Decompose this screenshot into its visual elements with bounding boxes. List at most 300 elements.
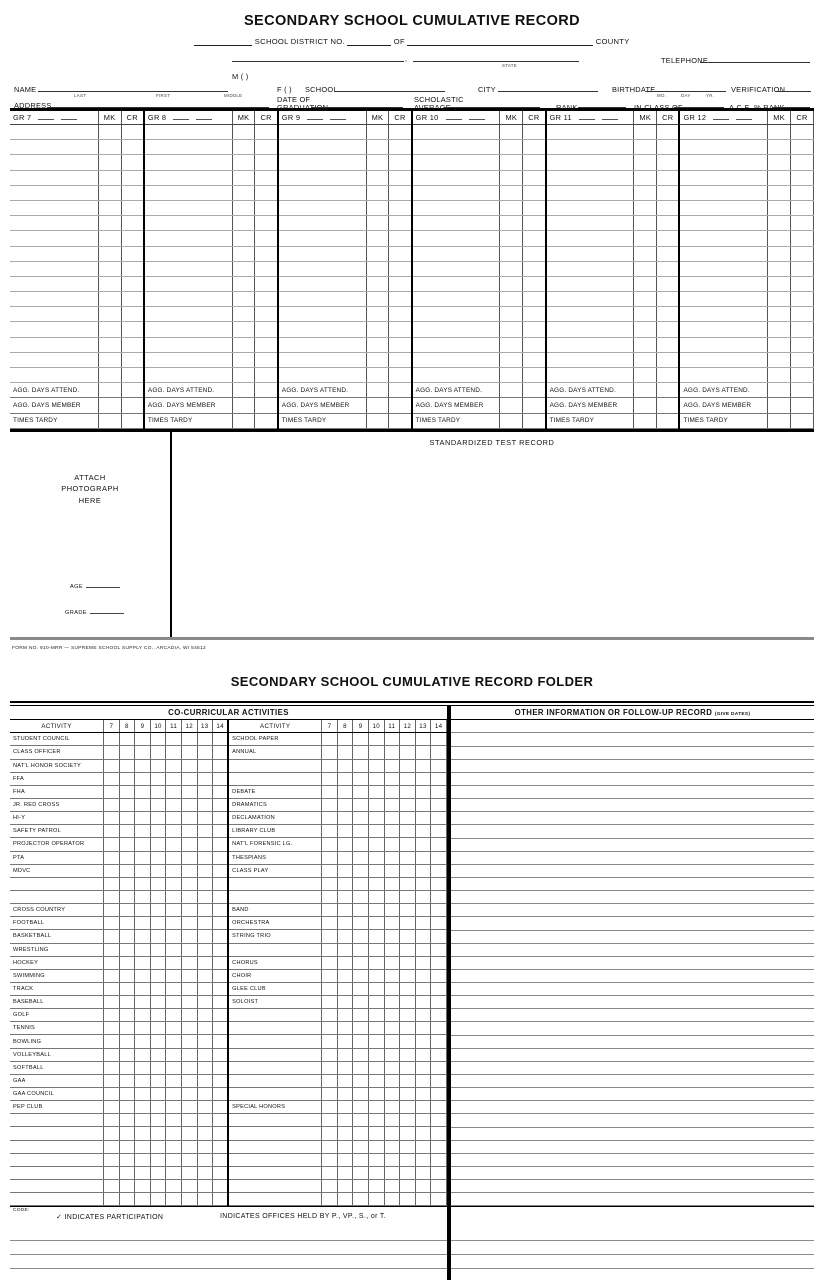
activity-year-cell[interactable] — [322, 917, 338, 930]
activity-year-cell[interactable] — [150, 733, 166, 746]
activity-year-cell[interactable] — [197, 759, 213, 772]
grade-cell-subject[interactable] — [278, 231, 366, 246]
grade-cell-cr[interactable] — [657, 200, 680, 215]
grade-cell-cr[interactable] — [791, 261, 814, 276]
other-info-cell[interactable] — [451, 1022, 814, 1035]
grade-cell-subject[interactable] — [10, 200, 98, 215]
activity-year-cell[interactable] — [400, 812, 416, 825]
activity-year-cell[interactable] — [104, 1088, 120, 1101]
activity-year-cell[interactable] — [368, 1193, 384, 1206]
grade-cell-subject[interactable] — [278, 261, 366, 276]
grade-cell-cr[interactable] — [657, 337, 680, 352]
activity-year-cell[interactable] — [384, 1166, 400, 1179]
grade-cell-mk[interactable] — [232, 140, 255, 155]
activity-year-cell[interactable] — [337, 1088, 353, 1101]
activity-year-cell[interactable] — [197, 1009, 213, 1022]
activity-year-cell[interactable] — [415, 1193, 431, 1206]
sex-female-option[interactable]: F ( ) — [277, 85, 292, 94]
activity-year-cell[interactable] — [166, 917, 182, 930]
activity-year-cell[interactable] — [213, 759, 229, 772]
activity-year-cell[interactable] — [353, 1114, 369, 1127]
activity-year-cell[interactable] — [181, 746, 197, 759]
grade-year-blanks[interactable] — [439, 113, 485, 122]
other-info-cell[interactable] — [451, 1140, 814, 1153]
activity-year-cell[interactable] — [322, 864, 338, 877]
activity-year-cell[interactable] — [337, 1035, 353, 1048]
activity-year-cell[interactable] — [150, 982, 166, 995]
activity-year-cell[interactable] — [150, 1101, 166, 1114]
activity-year-cell[interactable] — [135, 772, 151, 785]
grade-cell-mk[interactable] — [500, 368, 523, 383]
activity-year-cell[interactable] — [337, 1009, 353, 1022]
activity-year-cell[interactable] — [337, 759, 353, 772]
grade-cell-mk[interactable] — [232, 185, 255, 200]
activity-year-cell[interactable] — [400, 733, 416, 746]
grade-cell-subject[interactable] — [412, 140, 500, 155]
grade-cell-mk[interactable] — [500, 276, 523, 291]
summary-value-cell-1[interactable] — [634, 383, 657, 398]
activity-year-cell[interactable] — [119, 1140, 135, 1153]
grade-cell-cr[interactable] — [121, 352, 144, 367]
activity-row[interactable] — [10, 733, 447, 746]
grade-cell-cr[interactable] — [523, 307, 546, 322]
grade-cell-mk[interactable] — [500, 140, 523, 155]
activity-year-cell[interactable] — [368, 982, 384, 995]
other-info-row[interactable] — [451, 1114, 814, 1127]
grade-cell-mk[interactable] — [500, 170, 523, 185]
grade-cell-subject[interactable] — [10, 337, 98, 352]
activity-row[interactable] — [10, 864, 447, 877]
activity-year-cell[interactable] — [197, 917, 213, 930]
activity-year-cell[interactable] — [213, 1114, 229, 1127]
other-info-cell[interactable] — [451, 891, 814, 904]
activity-year-cell[interactable] — [197, 825, 213, 838]
activity-year-cell[interactable] — [368, 1009, 384, 1022]
grade-entry-row[interactable] — [10, 185, 814, 200]
grade-cell-cr[interactable] — [255, 307, 278, 322]
activity-year-cell[interactable] — [353, 798, 369, 811]
activity-year-cell[interactable] — [197, 772, 213, 785]
activity-year-cell[interactable] — [119, 1166, 135, 1179]
other-info-row[interactable] — [451, 1167, 814, 1180]
grade-entry-row[interactable] — [10, 200, 814, 215]
grade-cell-subject[interactable] — [679, 140, 767, 155]
summary-value-cell-1[interactable] — [232, 413, 255, 428]
activity-year-cell[interactable] — [368, 851, 384, 864]
activity-year-cell[interactable] — [431, 1061, 447, 1074]
activity-year-cell[interactable] — [213, 1048, 229, 1061]
grade-cell-cr[interactable] — [791, 246, 814, 261]
activity-year-cell[interactable] — [353, 1061, 369, 1074]
grade-cell-mk[interactable] — [98, 200, 121, 215]
activity-year-cell[interactable] — [415, 917, 431, 930]
activity-year-cell[interactable] — [415, 798, 431, 811]
other-info-row[interactable] — [451, 877, 814, 890]
grade-cell-subject[interactable] — [412, 200, 500, 215]
grade-cell-mk[interactable] — [500, 337, 523, 352]
summary-value-cell-2[interactable] — [389, 383, 412, 398]
activity-year-cell[interactable] — [431, 1140, 447, 1153]
telephone-field[interactable] — [700, 62, 810, 63]
activity-year-cell[interactable] — [150, 1180, 166, 1193]
activity-year-cell[interactable] — [415, 1140, 431, 1153]
activity-year-cell[interactable] — [213, 877, 229, 890]
activity-year-cell[interactable] — [415, 825, 431, 838]
activity-year-cell[interactable] — [368, 1101, 384, 1114]
activity-year-cell[interactable] — [368, 1180, 384, 1193]
grade-cell-cr[interactable] — [389, 276, 412, 291]
activity-year-cell[interactable] — [322, 772, 338, 785]
grade-entry-row[interactable] — [10, 170, 814, 185]
activity-year-cell[interactable] — [337, 838, 353, 851]
activity-year-cell[interactable] — [400, 1074, 416, 1087]
activity-row[interactable] — [10, 1153, 447, 1166]
activity-year-cell[interactable] — [166, 969, 182, 982]
grade-cell-cr[interactable] — [791, 368, 814, 383]
activity-year-cell[interactable] — [181, 1193, 197, 1206]
tail-row[interactable] — [10, 1255, 447, 1269]
activity-year-cell[interactable] — [384, 1061, 400, 1074]
grade-cell-cr[interactable] — [523, 185, 546, 200]
activity-year-cell[interactable] — [353, 759, 369, 772]
activity-year-cell[interactable] — [431, 1127, 447, 1140]
activity-year-cell[interactable] — [368, 798, 384, 811]
activity-year-cell[interactable] — [104, 982, 120, 995]
grade-cell-subject[interactable] — [679, 155, 767, 170]
activity-year-cell[interactable] — [104, 1009, 120, 1022]
other-info-cell[interactable] — [451, 996, 814, 1009]
summary-value-cell-2[interactable] — [121, 413, 144, 428]
activity-year-cell[interactable] — [213, 838, 229, 851]
summary-value-cell-2[interactable] — [657, 413, 680, 428]
grade-cell-cr[interactable] — [657, 322, 680, 337]
age-field-row[interactable] — [70, 584, 120, 590]
grade-cell-subject[interactable] — [546, 246, 634, 261]
activity-year-cell[interactable] — [150, 1009, 166, 1022]
activity-year-cell[interactable] — [135, 1074, 151, 1087]
grade-cell-cr[interactable] — [657, 231, 680, 246]
activity-year-cell[interactable] — [213, 956, 229, 969]
grade-cell-mk[interactable] — [366, 155, 389, 170]
activity-year-cell[interactable] — [166, 851, 182, 864]
activity-year-cell[interactable] — [104, 1022, 120, 1035]
other-info-cell[interactable] — [451, 1009, 814, 1022]
grade-cell-cr[interactable] — [255, 155, 278, 170]
activity-year-cell[interactable] — [213, 904, 229, 917]
activity-year-cell[interactable] — [415, 1022, 431, 1035]
grade-cell-mk[interactable] — [366, 170, 389, 185]
activity-year-cell[interactable] — [135, 982, 151, 995]
grade-entry-row[interactable] — [10, 368, 814, 383]
activity-year-cell[interactable] — [104, 825, 120, 838]
grade-cell-mk[interactable] — [232, 292, 255, 307]
grade-cell-cr[interactable] — [791, 352, 814, 367]
grade-cell-subject[interactable] — [144, 231, 232, 246]
grade-cell-cr[interactable] — [791, 337, 814, 352]
other-info-cell[interactable] — [451, 904, 814, 917]
grade-cell-cr[interactable] — [121, 216, 144, 231]
activity-year-cell[interactable] — [431, 943, 447, 956]
activity-year-cell[interactable] — [166, 1009, 182, 1022]
activity-year-cell[interactable] — [353, 825, 369, 838]
activity-row[interactable] — [10, 996, 447, 1009]
activity-year-cell[interactable] — [119, 785, 135, 798]
activity-year-cell[interactable] — [150, 1022, 166, 1035]
activity-year-cell[interactable] — [384, 1153, 400, 1166]
grade-cell-mk[interactable] — [768, 216, 791, 231]
grade-cell-subject[interactable] — [546, 352, 634, 367]
grade-cell-subject[interactable] — [10, 185, 98, 200]
grade-cell-mk[interactable] — [366, 200, 389, 215]
activity-year-cell[interactable] — [400, 1166, 416, 1179]
activity-year-cell[interactable] — [337, 1127, 353, 1140]
activity-year-cell[interactable] — [415, 890, 431, 903]
activity-year-cell[interactable] — [166, 877, 182, 890]
activity-year-cell[interactable] — [384, 1140, 400, 1153]
other-info-cell[interactable] — [451, 812, 814, 825]
city-field[interactable] — [498, 91, 598, 92]
activity-year-cell[interactable] — [353, 877, 369, 890]
activity-year-cell[interactable] — [104, 759, 120, 772]
activity-year-cell[interactable] — [150, 864, 166, 877]
activity-year-cell[interactable] — [135, 1166, 151, 1179]
activity-year-cell[interactable] — [119, 1088, 135, 1101]
activity-year-cell[interactable] — [213, 1180, 229, 1193]
activity-year-cell[interactable] — [353, 733, 369, 746]
grade-cell-subject[interactable] — [546, 125, 634, 140]
grade-cell-cr[interactable] — [389, 307, 412, 322]
activity-row[interactable] — [10, 930, 447, 943]
other-info-cell[interactable] — [451, 983, 814, 996]
activity-year-cell[interactable] — [368, 917, 384, 930]
grade-cell-mk[interactable] — [634, 200, 657, 215]
grade-cell-subject[interactable] — [10, 352, 98, 367]
activity-year-cell[interactable] — [431, 1035, 447, 1048]
activity-year-cell[interactable] — [119, 930, 135, 943]
grade-cell-subject[interactable] — [10, 322, 98, 337]
grade-cell-mk[interactable] — [634, 261, 657, 276]
summary-value-cell-1[interactable] — [232, 383, 255, 398]
activity-year-cell[interactable] — [135, 1180, 151, 1193]
grade-cell-cr[interactable] — [657, 140, 680, 155]
activity-year-cell[interactable] — [104, 1114, 120, 1127]
activity-year-cell[interactable] — [135, 1061, 151, 1074]
summary-value-cell-2[interactable] — [523, 413, 546, 428]
grade-cell-cr[interactable] — [389, 246, 412, 261]
activity-year-cell[interactable] — [337, 1114, 353, 1127]
activity-year-cell[interactable] — [431, 1153, 447, 1166]
grade-cell-cr[interactable] — [791, 231, 814, 246]
activity-year-cell[interactable] — [135, 1140, 151, 1153]
grade-cell-mk[interactable] — [768, 292, 791, 307]
activity-year-cell[interactable] — [197, 1088, 213, 1101]
other-info-cell[interactable] — [451, 864, 814, 877]
activity-year-cell[interactable] — [368, 1022, 384, 1035]
activity-year-cell[interactable] — [119, 969, 135, 982]
activity-year-cell[interactable] — [181, 1035, 197, 1048]
activity-year-cell[interactable] — [400, 982, 416, 995]
other-info-row[interactable] — [451, 1193, 814, 1206]
grade-cell-mk[interactable] — [500, 216, 523, 231]
activity-year-cell[interactable] — [322, 943, 338, 956]
grade-cell-cr[interactable] — [255, 292, 278, 307]
activity-year-cell[interactable] — [400, 772, 416, 785]
grade-cell-subject[interactable] — [412, 231, 500, 246]
activity-year-cell[interactable] — [104, 812, 120, 825]
grade-cell-mk[interactable] — [634, 352, 657, 367]
activity-year-cell[interactable] — [337, 825, 353, 838]
activity-year-cell[interactable] — [119, 812, 135, 825]
activity-year-cell[interactable] — [104, 1140, 120, 1153]
grade-entry-row[interactable] — [10, 337, 814, 352]
summary-value-cell-2[interactable] — [255, 413, 278, 428]
grade-cell-cr[interactable] — [657, 185, 680, 200]
activity-year-cell[interactable] — [166, 930, 182, 943]
activity-year-cell[interactable] — [135, 864, 151, 877]
activity-year-cell[interactable] — [213, 1022, 229, 1035]
activity-year-cell[interactable] — [119, 825, 135, 838]
summary-value-cell-2[interactable] — [791, 413, 814, 428]
other-info-cell[interactable] — [451, 956, 814, 969]
activity-year-cell[interactable] — [181, 1048, 197, 1061]
grade-cell-mk[interactable] — [232, 352, 255, 367]
grade-cell-cr[interactable] — [523, 125, 546, 140]
grade-cell-cr[interactable] — [121, 170, 144, 185]
summary-value-cell-2[interactable] — [121, 383, 144, 398]
activity-year-cell[interactable] — [213, 1035, 229, 1048]
grade-cell-cr[interactable] — [389, 185, 412, 200]
activity-year-cell[interactable] — [431, 864, 447, 877]
activity-year-cell[interactable] — [353, 890, 369, 903]
grade-cell-cr[interactable] — [657, 292, 680, 307]
activity-year-cell[interactable] — [197, 1101, 213, 1114]
activity-year-cell[interactable] — [104, 1180, 120, 1193]
activity-year-cell[interactable] — [322, 759, 338, 772]
other-info-cell[interactable] — [451, 969, 814, 982]
activity-year-cell[interactable] — [119, 877, 135, 890]
activity-year-cell[interactable] — [181, 1074, 197, 1087]
summary-value-cell-2[interactable] — [523, 383, 546, 398]
grade-cell-cr[interactable] — [121, 292, 144, 307]
activity-year-cell[interactable] — [166, 1088, 182, 1101]
grade-cell-subject[interactable] — [546, 276, 634, 291]
grade-cell-cr[interactable] — [389, 352, 412, 367]
summary-value-cell-2[interactable] — [255, 383, 278, 398]
grade-cell-mk[interactable] — [768, 200, 791, 215]
activity-year-cell[interactable] — [353, 996, 369, 1009]
activity-year-cell[interactable] — [431, 772, 447, 785]
activity-row[interactable] — [10, 956, 447, 969]
activity-year-cell[interactable] — [104, 733, 120, 746]
other-info-row[interactable] — [451, 851, 814, 864]
state-rule[interactable] — [413, 61, 579, 62]
grade-cell-mk[interactable] — [634, 170, 657, 185]
summary-value-cell-1[interactable] — [500, 398, 523, 413]
summary-value-cell-2[interactable] — [389, 398, 412, 413]
activity-year-cell[interactable] — [431, 996, 447, 1009]
grade-cell-cr[interactable] — [657, 352, 680, 367]
grade-cell-subject[interactable] — [144, 216, 232, 231]
activity-year-cell[interactable] — [135, 890, 151, 903]
activity-year-cell[interactable] — [135, 759, 151, 772]
activity-row[interactable] — [10, 772, 447, 785]
grade-entry-row[interactable] — [10, 231, 814, 246]
activity-year-cell[interactable] — [104, 943, 120, 956]
city-state-rule-left[interactable] — [232, 61, 404, 62]
grade-cell-cr[interactable] — [121, 368, 144, 383]
grade-cell-subject[interactable] — [278, 307, 366, 322]
activity-year-cell[interactable] — [431, 1166, 447, 1179]
grade-cell-cr[interactable] — [389, 155, 412, 170]
activity-year-cell[interactable] — [431, 798, 447, 811]
grade-cell-mk[interactable] — [232, 155, 255, 170]
grade-cell-mk[interactable] — [98, 155, 121, 170]
grade-cell-subject[interactable] — [144, 276, 232, 291]
summary-value-cell-2[interactable] — [791, 383, 814, 398]
grade-cell-cr[interactable] — [389, 140, 412, 155]
activity-year-cell[interactable] — [213, 1088, 229, 1101]
grade-cell-mk[interactable] — [768, 261, 791, 276]
grade-cell-cr[interactable] — [523, 155, 546, 170]
grade-cell-mk[interactable] — [634, 276, 657, 291]
activity-year-cell[interactable] — [415, 1061, 431, 1074]
activity-year-cell[interactable] — [384, 1009, 400, 1022]
activity-year-cell[interactable] — [353, 1101, 369, 1114]
activity-year-cell[interactable] — [181, 1153, 197, 1166]
grade-cell-mk[interactable] — [232, 337, 255, 352]
activity-year-cell[interactable] — [135, 785, 151, 798]
activity-year-cell[interactable] — [150, 1114, 166, 1127]
grade-cell-cr[interactable] — [523, 140, 546, 155]
grade-cell-mk[interactable] — [98, 185, 121, 200]
grade-cell-mk[interactable] — [98, 125, 121, 140]
activity-year-cell[interactable] — [431, 812, 447, 825]
other-info-row[interactable] — [451, 996, 814, 1009]
other-info-row[interactable] — [451, 983, 814, 996]
address-field[interactable] — [47, 107, 269, 108]
grade-cell-cr[interactable] — [523, 352, 546, 367]
grade-cell-subject[interactable] — [546, 322, 634, 337]
grade-cell-cr[interactable] — [255, 337, 278, 352]
activity-year-cell[interactable] — [368, 1035, 384, 1048]
activity-year-cell[interactable] — [181, 798, 197, 811]
other-info-cell[interactable] — [451, 851, 814, 864]
activity-year-cell[interactable] — [197, 1166, 213, 1179]
activity-year-cell[interactable] — [197, 982, 213, 995]
activity-year-cell[interactable] — [400, 1180, 416, 1193]
grade-cell-cr[interactable] — [523, 200, 546, 215]
grade-cell-mk[interactable] — [366, 368, 389, 383]
activity-row[interactable] — [10, 969, 447, 982]
activity-year-cell[interactable] — [368, 772, 384, 785]
activity-year-cell[interactable] — [322, 838, 338, 851]
activity-year-cell[interactable] — [213, 772, 229, 785]
grade-cell-cr[interactable] — [791, 140, 814, 155]
other-info-row[interactable] — [451, 838, 814, 851]
grade-cell-cr[interactable] — [657, 170, 680, 185]
activity-year-cell[interactable] — [150, 1140, 166, 1153]
grade-cell-mk[interactable] — [768, 337, 791, 352]
grade-cell-cr[interactable] — [523, 216, 546, 231]
grade-cell-cr[interactable] — [389, 200, 412, 215]
activity-year-cell[interactable] — [150, 746, 166, 759]
activity-year-cell[interactable] — [431, 877, 447, 890]
other-info-row[interactable] — [451, 930, 814, 943]
grade-cell-subject[interactable] — [679, 125, 767, 140]
activity-year-cell[interactable] — [384, 904, 400, 917]
activity-year-cell[interactable] — [322, 956, 338, 969]
activity-row[interactable] — [10, 877, 447, 890]
